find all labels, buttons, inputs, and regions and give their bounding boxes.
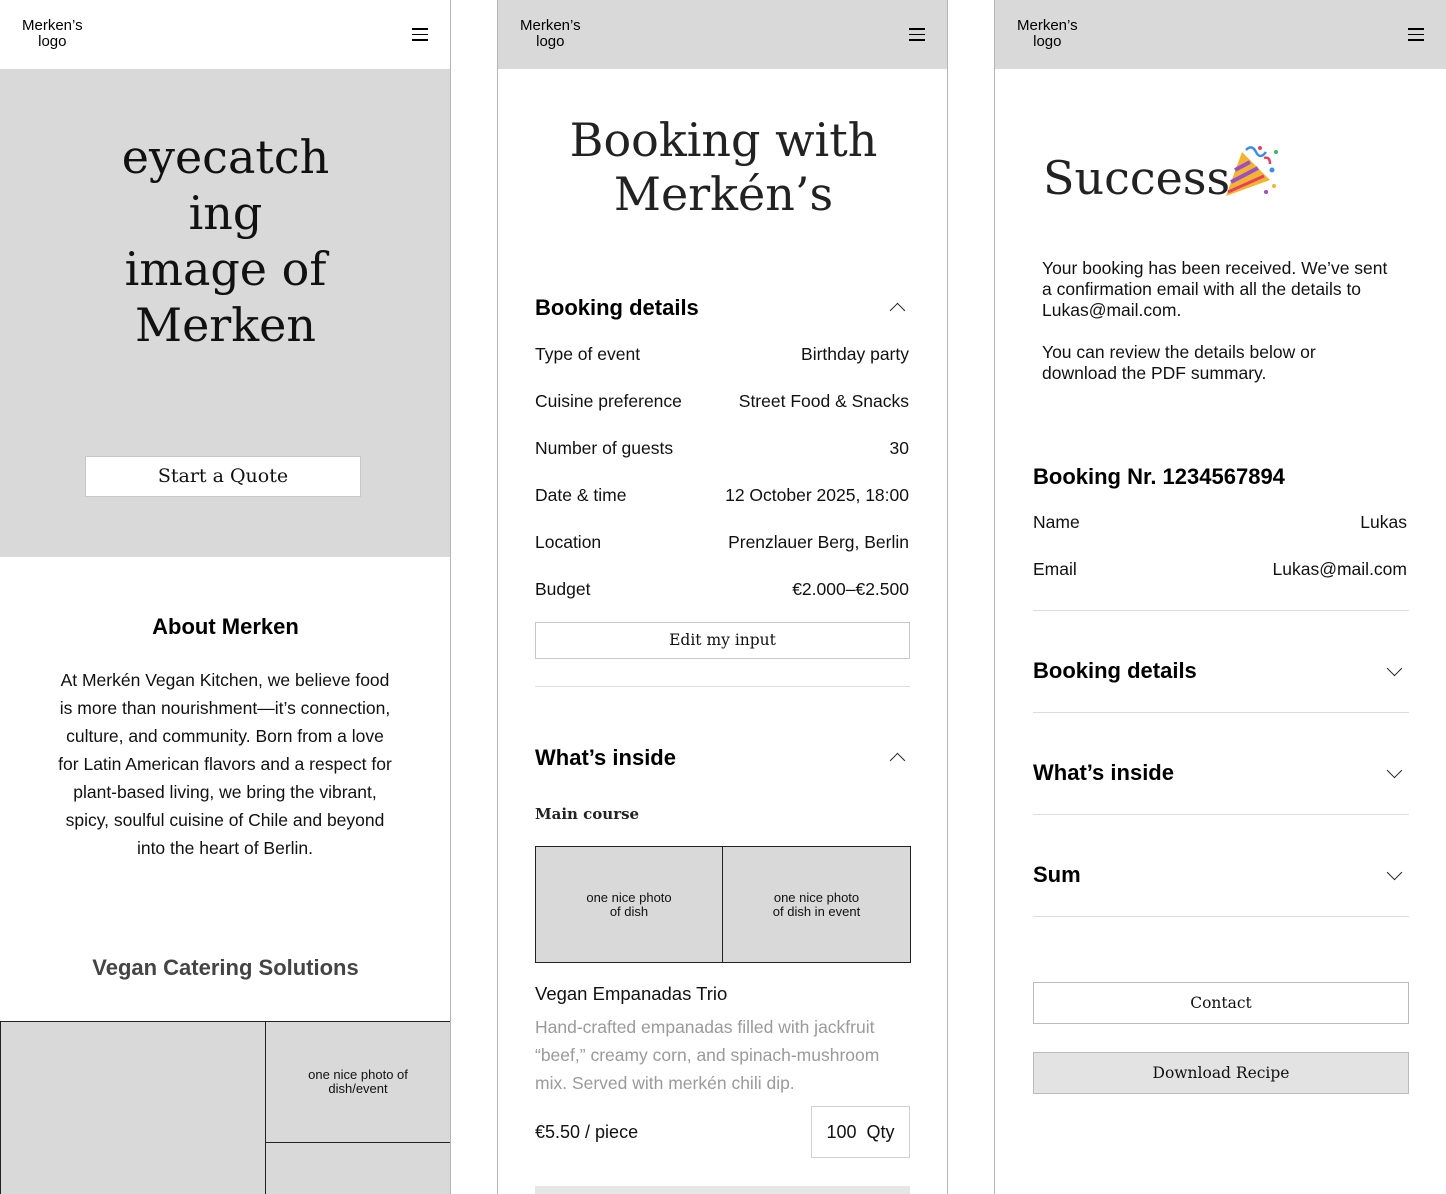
booking-details-title[interactable]: Booking details <box>535 295 699 320</box>
detail-row: Number of guests 30 <box>535 438 909 458</box>
hero-image <box>0 69 451 557</box>
whats-inside-title[interactable]: What’s inside <box>535 745 676 770</box>
next-item-edge <box>535 1186 910 1194</box>
chevron-down-icon[interactable] <box>1387 763 1403 779</box>
success-title: Success <box>1043 151 1231 205</box>
solutions-title: Vegan Catering Solutions <box>92 955 359 980</box>
chevron-down-icon[interactable] <box>1387 661 1403 677</box>
dish-photo: one nice photo of dish <box>535 846 723 963</box>
booking-screen <box>497 0 948 1194</box>
hero-title: eyecatch ing image of Merken <box>121 130 330 352</box>
divider <box>1033 916 1409 917</box>
dish-name: Vegan Empanadas Trio <box>535 983 728 1004</box>
about-title: About Merken <box>152 614 299 639</box>
divider <box>1033 814 1409 815</box>
download-button[interactable]: Download Recipe <box>1033 1052 1409 1094</box>
header <box>0 0 450 69</box>
event-photo: one nice photo of dish in event <box>722 846 911 963</box>
hamburger-menu-icon[interactable] <box>412 28 428 41</box>
contact-button[interactable]: Contact <box>1033 982 1409 1024</box>
chevron-up-icon[interactable] <box>890 753 906 769</box>
detail-row: Type of event Birthday party <box>535 344 909 364</box>
success-message: Your booking has been received. We’ve sent a confirmation email with all the details to Lukas@mail.com. You can review the details below or download the PDF summary. <box>1042 258 1388 383</box>
divider <box>535 686 910 687</box>
hamburger-menu-icon[interactable] <box>909 28 925 41</box>
email-row: Email Lukas@mail.com <box>1033 559 1407 579</box>
accordion-sum[interactable]: Sum <box>1033 862 1081 887</box>
about-text: At Merkén Vegan Kitchen, we believe food is more than nourishment—it’s connection, culture, and community. Born from a love for Latin American flavors and a respect for plant-based living, we bring the vibrant, spicy, soulful cuisine of Chile and beyond into the heart of Berlin. <box>58 670 392 858</box>
divider <box>1033 610 1409 611</box>
accordion-booking-details[interactable]: Booking details <box>1033 658 1197 683</box>
booking-number: Booking Nr. 1234567894 <box>1033 464 1285 489</box>
logo[interactable]: Merken’s logo <box>1017 17 1078 50</box>
photo-placeholder <box>265 1142 451 1194</box>
start-quote-button[interactable]: Start a Quote <box>85 456 361 497</box>
quantity-input[interactable]: 100 Qty <box>811 1106 910 1158</box>
logo[interactable]: Merken’s logo <box>22 17 83 50</box>
page-title: Booking with Merkén’s <box>569 113 878 221</box>
detail-row: Location Prenzlauer Berg, Berlin <box>535 532 909 552</box>
edit-input-button[interactable]: Edit my input <box>535 622 910 659</box>
divider <box>1033 712 1409 713</box>
hamburger-menu-icon[interactable] <box>1408 28 1424 41</box>
home-screen <box>0 0 451 1194</box>
photo-placeholder: one nice photo of dish/event <box>265 1021 451 1143</box>
party-popper-icon <box>1220 142 1280 202</box>
success-screen <box>994 0 1446 1194</box>
chevron-down-icon[interactable] <box>1387 865 1403 881</box>
accordion-whats-inside[interactable]: What’s inside <box>1033 760 1174 785</box>
chevron-up-icon[interactable] <box>890 303 906 319</box>
header <box>995 0 1446 69</box>
dish-description: Hand-crafted empanadas filled with jackfruit “beef,” creamy corn, and spinach-mushroom mix. Served with merkén chili dip. <box>535 1017 880 1093</box>
header <box>498 0 947 69</box>
detail-row: Budget €2.000–€2.500 <box>535 579 909 599</box>
detail-row: Cuisine preference Street Food & Snacks <box>535 391 909 411</box>
course-label: Main course <box>535 805 640 823</box>
logo[interactable]: Merken’s logo <box>520 17 581 50</box>
photo-placeholder <box>0 1021 266 1194</box>
dish-price: €5.50 / piece <box>535 1122 639 1142</box>
detail-row: Date & time 12 October 2025, 18:00 <box>535 485 909 505</box>
name-row: Name Lukas <box>1033 512 1407 532</box>
